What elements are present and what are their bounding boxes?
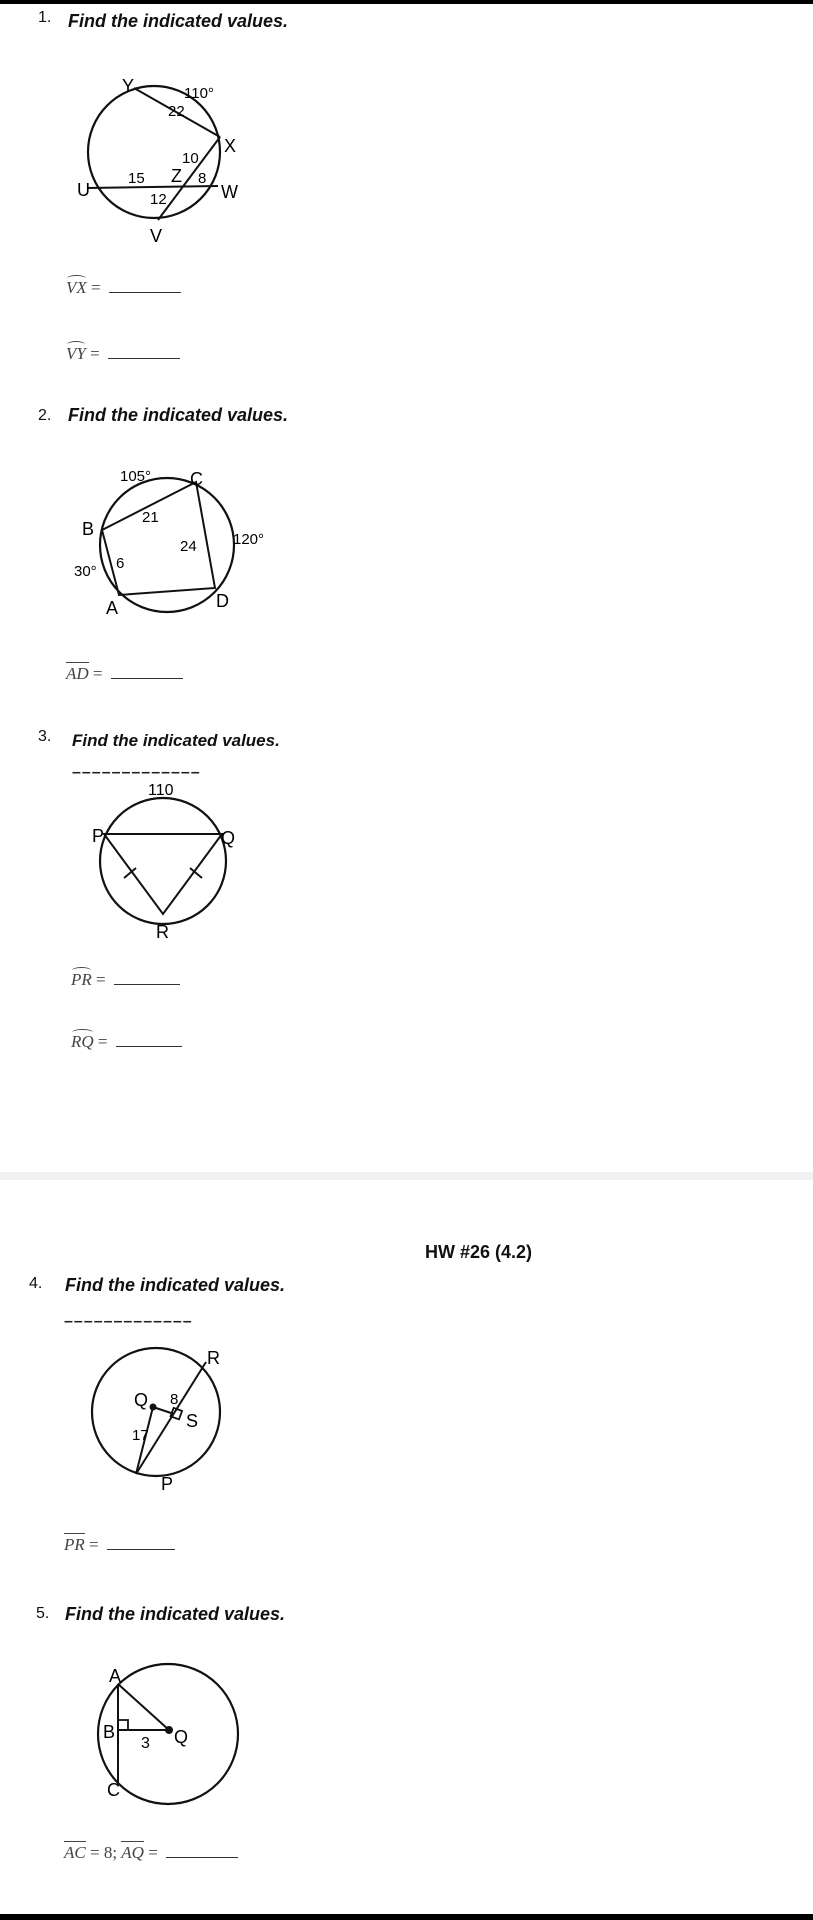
p4-circle	[92, 1348, 220, 1476]
problem-1-answer-vx	[66, 278, 181, 298]
equals-sign: =	[92, 664, 103, 683]
page-break	[0, 1172, 813, 1180]
problem-2-figure	[70, 460, 290, 630]
problem-1-figure	[60, 70, 280, 250]
p1-point-u: U	[77, 180, 90, 200]
p1-point-v: V	[150, 226, 163, 246]
p1-label-15: 15	[128, 170, 145, 187]
answer-blank-pr-segment[interactable]	[107, 1536, 175, 1550]
p1-label-22: 22	[168, 103, 185, 120]
p4-point-s: S	[186, 1411, 199, 1431]
top-border	[0, 0, 813, 4]
equals-sign: =	[91, 278, 101, 297]
answer-blank-vy[interactable]	[108, 345, 180, 359]
p2-point-b: B	[82, 519, 95, 539]
p1-label-110: 110°	[184, 85, 214, 102]
problem-4-figure	[82, 1334, 242, 1494]
p5-label-3: 3	[141, 1735, 150, 1752]
p5-point-q: Q	[174, 1727, 189, 1747]
arc-vx-label: VX	[66, 278, 87, 297]
equals-sign: =	[90, 344, 100, 363]
problem-3-figure	[90, 776, 250, 946]
problem-3-number: 3.	[38, 728, 52, 745]
p2-label-21: 21	[142, 509, 159, 526]
problem-2-number: 2.	[38, 407, 52, 424]
segment-ad-label: AD	[66, 664, 89, 683]
p2-label-24: 24	[180, 538, 197, 555]
arc-pr-label: PR	[71, 970, 92, 989]
problem-5-figure	[92, 1656, 252, 1816]
problem-2-answer-ad	[66, 662, 183, 684]
segment-aq-label: AQ	[121, 1843, 144, 1862]
hw-title: HW #26 (4.2)	[425, 1242, 533, 1262]
problem-5-answer	[64, 1841, 238, 1863]
p5-point-b: B	[103, 1722, 116, 1742]
p3-point-r: R	[156, 922, 169, 942]
p3-point-q: Q	[221, 828, 236, 848]
answer-blank-vx[interactable]	[109, 279, 181, 293]
p2-point-d: D	[216, 591, 229, 611]
problem-1-answer-vy	[66, 344, 180, 364]
p1-point-w: W	[221, 182, 238, 202]
p2-label-120: 120°	[233, 531, 265, 548]
equals-sign: =	[96, 970, 106, 989]
p5-right-angle-mark	[118, 1720, 128, 1730]
bottom-border	[0, 1914, 813, 1920]
problem-1-number: 1.	[38, 9, 52, 26]
equals-sign: =	[89, 1535, 99, 1554]
p1-point-z: Z	[171, 166, 182, 186]
p2-point-a: A	[106, 598, 119, 618]
p3-point-p: P	[92, 826, 105, 846]
p3-label-110: 110	[148, 782, 174, 799]
problem-4-title: Find the indicated values.	[65, 1275, 286, 1295]
answer-blank-aq[interactable]	[166, 1844, 238, 1858]
problem-3-answer-pr	[71, 970, 180, 990]
problem-5-number: 5.	[36, 1605, 50, 1622]
p3-triangle	[104, 834, 222, 914]
arc-vy-label: VY	[66, 344, 86, 363]
p1-label-12: 12	[150, 191, 167, 208]
p4-point-q: Q	[134, 1390, 149, 1410]
segment-pr-label: PR	[64, 1535, 85, 1554]
problem-4-answer-pr	[64, 1533, 175, 1555]
p2-label-105: 105°	[120, 468, 152, 485]
problem-1-title: Find the indicated values.	[68, 11, 289, 31]
p5-center-dot	[165, 1726, 173, 1734]
problem-3-title: Find the indicated values.	[72, 731, 280, 750]
p2-point-c: C	[190, 469, 203, 489]
problem-2-title: Find the indicated values.	[68, 405, 289, 425]
p4-point-p: P	[161, 1474, 174, 1494]
answer-blank-pr[interactable]	[114, 971, 180, 985]
p1-label-10: 10	[182, 150, 199, 167]
p2-label-30: 30°	[74, 563, 97, 580]
answer-blank-rq[interactable]	[116, 1033, 182, 1047]
p3-circle	[100, 798, 226, 924]
problem-3-answer-rq	[71, 1032, 182, 1052]
p5-point-c: C	[107, 1780, 120, 1800]
p4-point-r: R	[207, 1348, 220, 1368]
answer-blank-ad[interactable]	[111, 665, 183, 679]
p1-point-x: X	[224, 136, 237, 156]
arc-rq-label: RQ	[71, 1032, 94, 1051]
p4-center-dot	[150, 1404, 157, 1411]
problem-4-dash-line: –––––––––––––	[64, 1313, 193, 1330]
p5-point-a: A	[109, 1666, 122, 1686]
p4-right-angle-mark	[171, 1408, 183, 1420]
p5-radius-aq	[118, 1684, 169, 1730]
equals-sign: =	[97, 1032, 108, 1051]
problem-5-title: Find the indicated values.	[65, 1604, 286, 1624]
p4-label-8: 8	[170, 1391, 179, 1408]
problem-3-dash-line: –––––––––––––	[72, 764, 201, 781]
p4-label-17: 17	[132, 1427, 149, 1444]
segment-ac-label: AC	[64, 1843, 86, 1862]
equals-sign: =	[148, 1843, 158, 1862]
problem-4-number: 4.	[29, 1275, 43, 1292]
p1-point-y: Y	[122, 76, 135, 96]
ac-value: = 8;	[89, 1843, 118, 1862]
p2-label-6: 6	[116, 555, 125, 572]
p1-label-8: 8	[198, 170, 207, 187]
